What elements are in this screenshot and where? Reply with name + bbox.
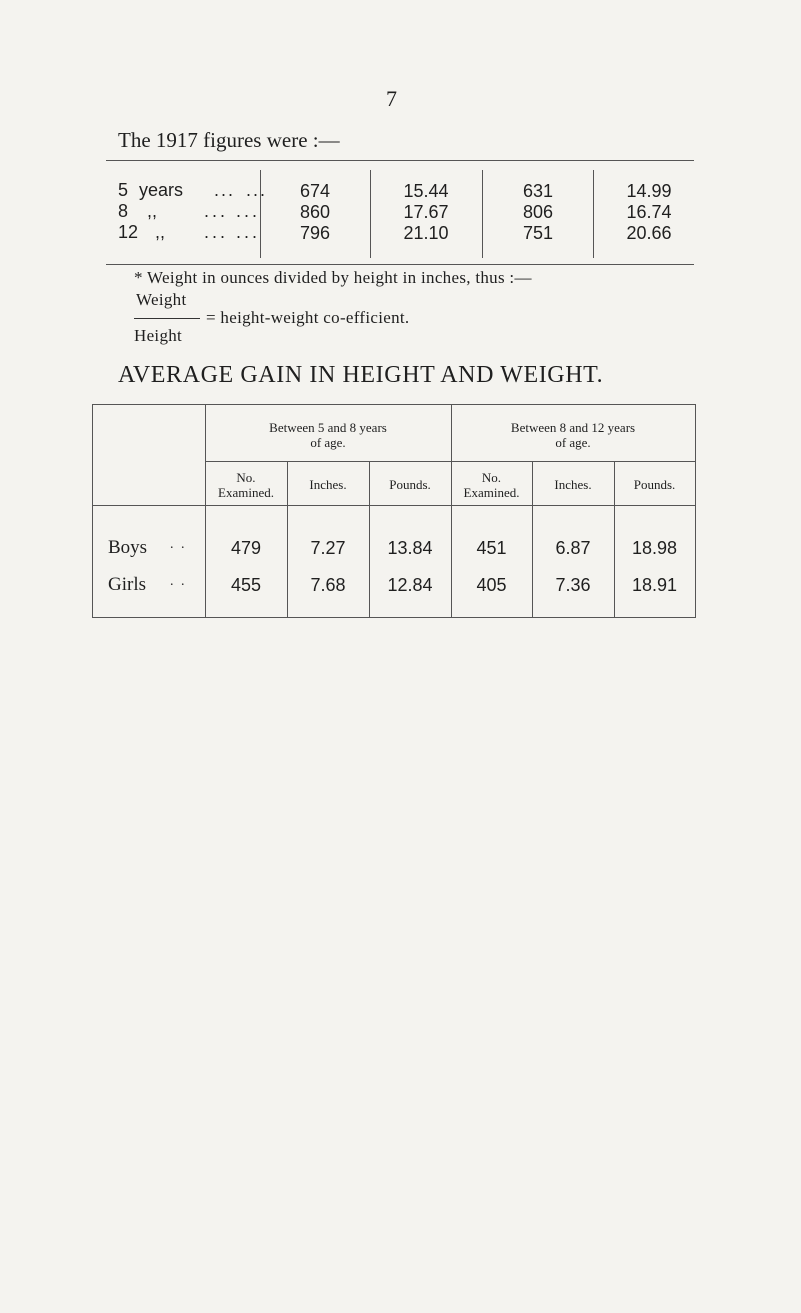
table-cell: 860 xyxy=(299,202,331,222)
table-cell: 7.68 xyxy=(310,575,346,595)
leader-dots: . . xyxy=(170,537,187,552)
table-cell: 6.87 xyxy=(555,538,591,558)
table-cell: 21.10 xyxy=(403,223,449,243)
group-header-line: of age. xyxy=(310,435,346,450)
table-row-label xyxy=(118,180,268,201)
table-cell: 796 xyxy=(299,223,331,243)
table-cell: 405 xyxy=(476,575,507,595)
table-top-rule xyxy=(92,404,696,405)
table-cell: 455 xyxy=(230,575,262,595)
fraction-line xyxy=(134,318,200,319)
intro-text: The 1917 figures were :— xyxy=(118,128,340,152)
table-row-label xyxy=(118,222,261,243)
group-header-line: Between 8 and 12 years xyxy=(510,420,636,435)
group-header-line: Between 5 and 8 years xyxy=(269,420,387,435)
table-cell: 806 xyxy=(522,202,554,222)
table-bottom-rule xyxy=(92,617,696,618)
column-header-inches: Inches. xyxy=(309,477,347,492)
table-cell: 16.74 xyxy=(626,202,672,222)
fraction-numerator: Weight xyxy=(136,290,187,309)
age-value: 8 xyxy=(118,201,129,221)
table-cell: 18.91 xyxy=(631,575,678,595)
table-cell: 751 xyxy=(522,223,554,243)
leader-dots: ... ... xyxy=(204,201,261,221)
column-header-line: Examined. xyxy=(463,485,520,500)
column-header-no-examined xyxy=(205,470,287,500)
age-unit: ,, xyxy=(147,201,158,221)
footnote-text: * Weight in ounces divided by height in inches, thus :— xyxy=(134,268,532,287)
fraction-equals-text: = height-weight co-efficient. xyxy=(206,308,410,327)
table-cell: 18.98 xyxy=(631,538,678,558)
column-header-line: No. xyxy=(236,470,256,485)
leader-dots: ... ... xyxy=(204,222,261,242)
group-header-8-12 xyxy=(451,420,695,450)
table-cell: 7.27 xyxy=(310,538,346,558)
table-top-rule xyxy=(106,160,694,161)
column-header-inches: Inches. xyxy=(554,477,592,492)
table-right-border xyxy=(695,404,696,617)
table-cell: 479 xyxy=(230,538,262,558)
age-unit: years xyxy=(139,180,184,200)
header-bottom-rule xyxy=(92,505,696,506)
age-value: 5 xyxy=(118,180,129,200)
table-cell: 15.44 xyxy=(403,181,449,201)
row-label-boys: Boys xyxy=(108,537,148,558)
page-number: 7 xyxy=(386,86,397,111)
table-cell: 631 xyxy=(522,181,554,201)
column-header-no-examined xyxy=(451,470,532,500)
table-left-border xyxy=(92,404,93,617)
column-header-line: No. xyxy=(481,470,502,485)
table-cell: 20.66 xyxy=(626,223,672,243)
leader-dots: . . xyxy=(170,574,187,589)
table-bottom-rule xyxy=(106,264,694,265)
table-cell: 13.84 xyxy=(387,538,433,558)
column-header-pounds: Pounds. xyxy=(633,477,676,492)
table-cell: 17.67 xyxy=(403,202,449,222)
section-heading: AVERAGE GAIN IN HEIGHT AND WEIGHT. xyxy=(118,362,604,388)
leader-dots: ... xyxy=(214,180,236,200)
table-cell: 14.99 xyxy=(626,181,672,201)
table-row-label xyxy=(118,201,261,222)
table-cell: 7.36 xyxy=(555,575,591,595)
group-header-line: of age. xyxy=(555,435,591,450)
table-cell: 674 xyxy=(299,181,331,201)
age-unit: ,, xyxy=(155,222,166,242)
row-label-girls: Girls xyxy=(108,574,146,595)
table-cell: 451 xyxy=(476,538,507,558)
column-header-line: Examined. xyxy=(218,485,274,500)
group-header-5-8 xyxy=(205,420,451,450)
leader-dots: ... xyxy=(246,180,268,200)
age-value: 12 xyxy=(118,222,139,242)
column-header-pounds: Pounds. xyxy=(389,477,431,492)
fraction-denominator: Height xyxy=(134,326,183,345)
table-cell: 12.84 xyxy=(387,575,433,595)
